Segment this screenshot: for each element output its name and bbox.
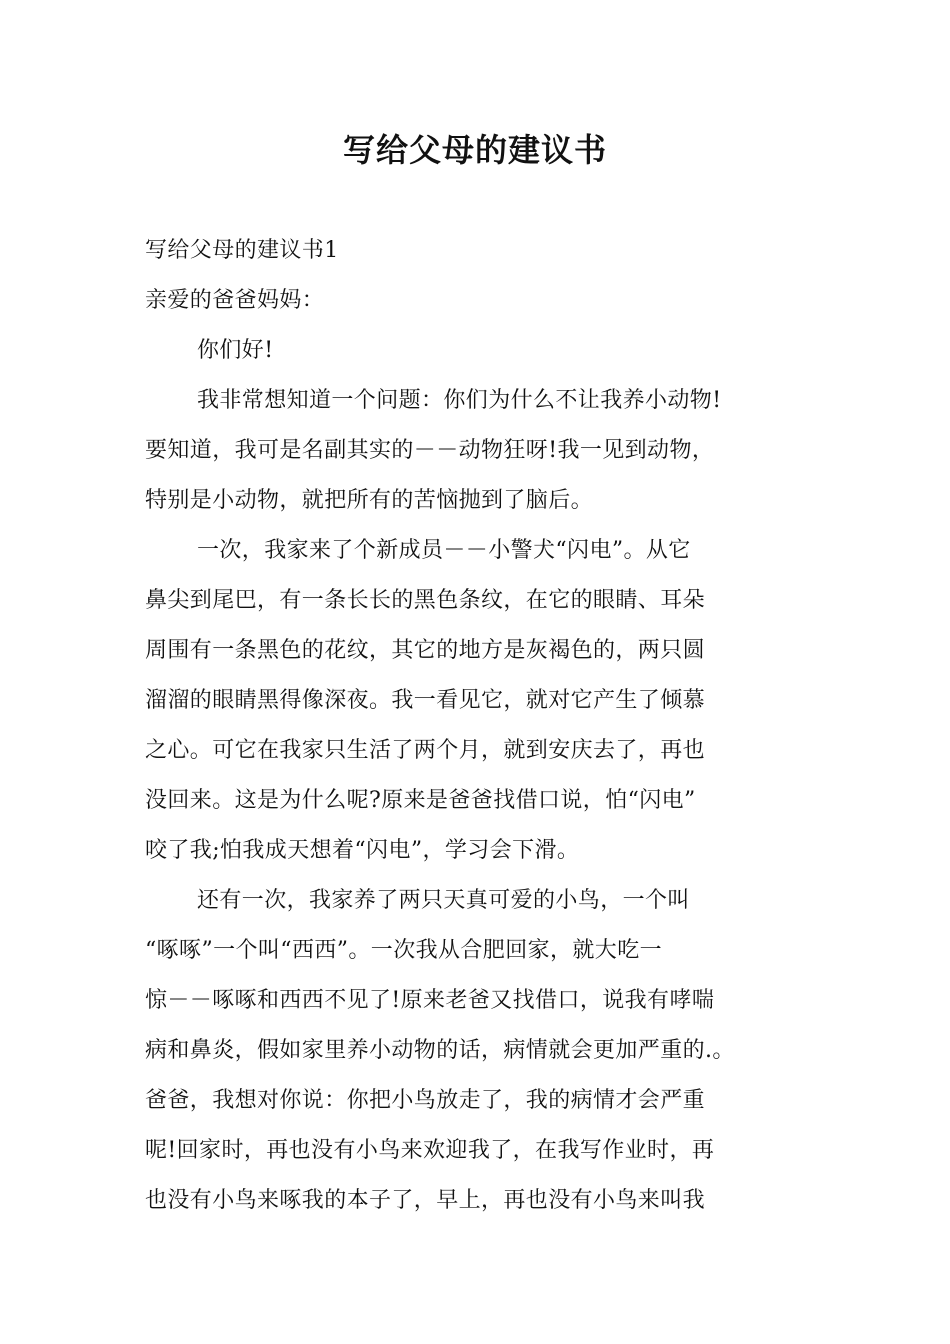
text-line: 之心。可它在我家只生活了两个月，就到安庆去了，再也 bbox=[145, 738, 706, 763]
text-line: 呢!回家时，再也没有小鸟来欢迎我了，在我写作业时，再 bbox=[145, 1138, 715, 1163]
text-line: 咬了我;怕我成天想着“闪电”，学习会下滑。 bbox=[145, 838, 580, 863]
paragraph-first-line: 你们好! bbox=[197, 338, 274, 363]
text-line: 亲爱的爸爸妈妈： bbox=[145, 288, 325, 313]
text-line: 写给父母的建议书1 bbox=[145, 238, 339, 263]
text-line: 爸爸，我想对你说：你把小鸟放走了，我的病情才会严重 bbox=[145, 1088, 706, 1113]
text-line: 鼻尖到尾巴，有一条长长的黑色条纹，在它的眼睛、耳朵 bbox=[145, 588, 706, 613]
text-line: 周围有一条黑色的花纹，其它的地方是灰褐色的，两只圆 bbox=[145, 638, 706, 663]
text-line: 病和鼻炎，假如家里养小动物的话，病情就会更加严重的.。 bbox=[145, 1038, 735, 1063]
text-line: 要知道，我可是名副其实的－－动物狂呀!我一见到动物， bbox=[145, 438, 715, 463]
document-body bbox=[145, 226, 807, 1226]
paragraph-first-line: 一次，我家来了个新成员－－小警犬“闪电”。从它 bbox=[197, 538, 691, 563]
paragraph-first-line: 还有一次，我家养了两只天真可爱的小鸟，一个叫 bbox=[197, 888, 690, 913]
paragraph-first-line: 我非常想知道一个问题：你们为什么不让我养小动物! bbox=[197, 388, 722, 413]
text-line: 惊－－啄啄和西西不见了!原来老爸又找借口，说我有哮喘 bbox=[145, 988, 715, 1013]
text-line: 溜溜的眼睛黑得像深夜。我一看见它，就对它产生了倾慕 bbox=[145, 688, 706, 713]
text-line: 也没有小鸟来啄我的本子了，早上，再也没有小鸟来叫我 bbox=[145, 1188, 706, 1213]
text-line: “啄啄”一个叫“西西”。一次我从合肥回家，就大吃一 bbox=[145, 938, 662, 963]
text-line: 没回来。这是为什么呢?原来是爸爸找借口说，怕“闪电” bbox=[145, 788, 696, 813]
document-title: 写给父母的建议书 bbox=[342, 131, 607, 169]
text-line: 特别是小动物，就把所有的苦恼抛到了脑后。 bbox=[145, 488, 594, 513]
